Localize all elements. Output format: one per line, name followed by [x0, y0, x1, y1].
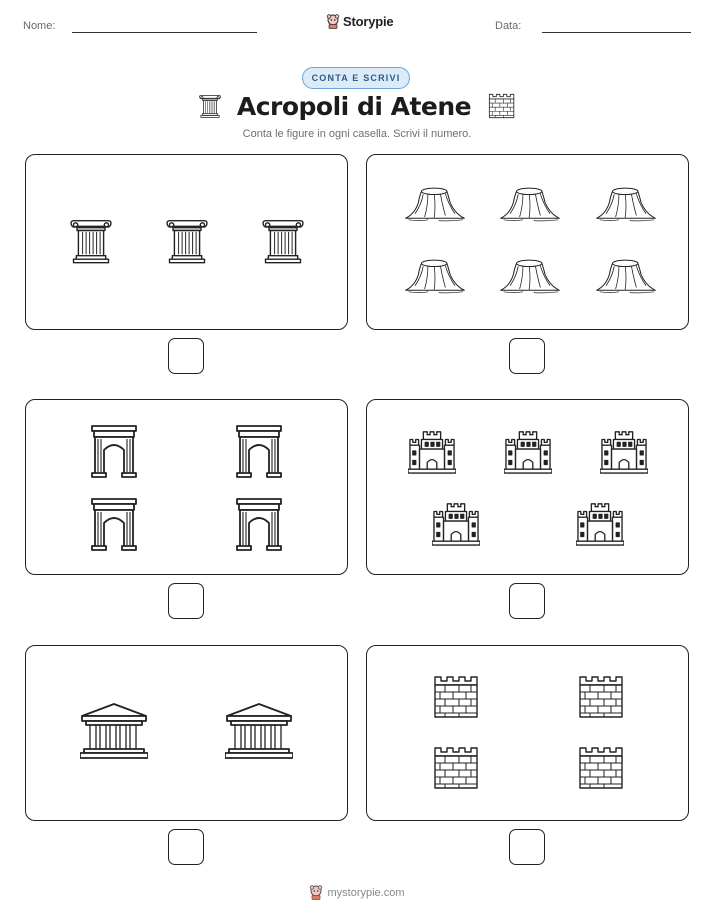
rock-hill-icon: [594, 185, 658, 223]
storypie-mascot-icon: [309, 885, 323, 900]
arch-icon: [90, 424, 138, 478]
rock-hill-icon: [498, 257, 562, 295]
storypie-mascot-icon: [326, 14, 340, 29]
activity-badge: CONTA E SCRIVI: [302, 67, 410, 89]
instructions: Conta le figure in ogni casella. Scrivi il numero.: [242, 128, 472, 140]
counting-panel-4: [366, 399, 689, 575]
castle-icon: [504, 428, 552, 474]
rock-hill-icon: [594, 257, 658, 295]
date-label: Data:: [495, 20, 522, 32]
column-icon: [70, 208, 112, 274]
tower-icon: [431, 675, 479, 719]
tower-icon: [576, 746, 624, 790]
answer-box-2[interactable]: [509, 338, 545, 374]
tower-icon: [431, 746, 479, 790]
counting-panel-1: [25, 154, 348, 330]
name-field[interactable]: [72, 32, 257, 33]
counting-panel-6: [366, 645, 689, 821]
arch-icon: [235, 497, 283, 551]
brand-name: Storypie: [343, 14, 394, 29]
answer-box-4[interactable]: [509, 583, 545, 619]
date-field[interactable]: [542, 32, 691, 33]
counting-panel-5: [25, 645, 348, 821]
name-label: Nome:: [23, 20, 56, 32]
column-icon: [262, 208, 304, 274]
tower-icon: [487, 92, 515, 120]
counting-panel-3: [25, 399, 348, 575]
arch-icon: [235, 424, 283, 478]
answer-box-1[interactable]: [168, 338, 204, 374]
counting-panel-2: [366, 154, 689, 330]
castle-icon: [576, 500, 624, 546]
tower-icon: [576, 675, 624, 719]
rock-hill-icon: [403, 185, 467, 223]
column-icon: [166, 208, 208, 274]
castle-icon: [432, 500, 480, 546]
rock-hill-icon: [498, 185, 562, 223]
brand-logo: [326, 14, 393, 29]
castle-icon: [600, 428, 648, 474]
page-title: Acropoli di Atene: [236, 91, 472, 121]
footer: [0, 885, 714, 900]
answer-box-3[interactable]: [168, 583, 204, 619]
answer-box-6[interactable]: [509, 829, 545, 865]
temple-icon: [80, 702, 148, 760]
title-row: [0, 90, 714, 122]
temple-icon: [225, 702, 293, 760]
column-icon: [199, 90, 221, 122]
castle-icon: [408, 428, 456, 474]
answer-box-5[interactable]: [168, 829, 204, 865]
arch-icon: [90, 497, 138, 551]
footer-site-link[interactable]: mystorypie.com: [327, 886, 405, 899]
rock-hill-icon: [403, 257, 467, 295]
